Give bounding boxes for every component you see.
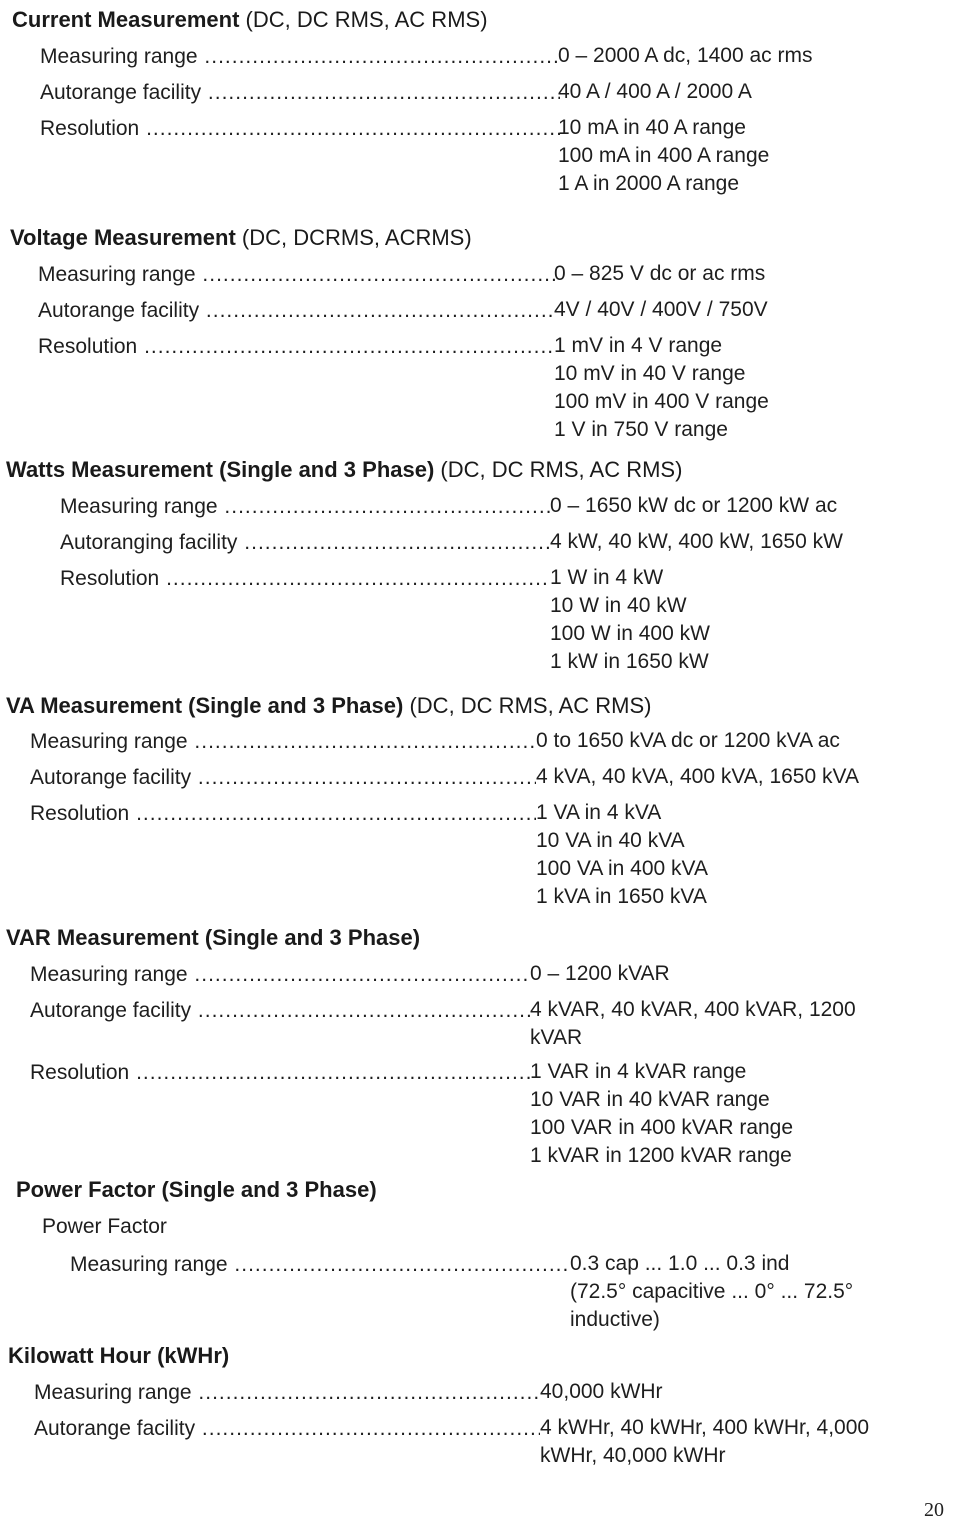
spec-value: 0 – 1650 kW dc or 1200 kW ac [550,494,838,517]
spec-value: 1 mV in 4 V range 10 mV in 40 V range 100 mV in 400 V range 1 V in 750 V range [554,334,769,441]
spec-label: Resolution ..... [38,332,556,362]
section-power-factor-rows [70,1250,940,1331]
spec-label: Measuring range ..... [30,960,530,990]
section-title: Kilowatt Hour (kWHr) [8,1343,230,1368]
section-heading [6,456,682,484]
spec-row [60,528,940,564]
section-power-factor [16,1176,377,1204]
section-kwhr [8,1342,229,1370]
spec-row [30,960,930,996]
section-current [12,6,488,34]
section-var-rows [30,960,930,1167]
section-title: VA Measurement (Single and 3 Phase) [6,693,404,718]
spec-value: 1 VA in 4 kVA 10 VA in 40 kVA 100 VA in 400 kVA 1 kVA in 1650 kVA [536,801,709,908]
spec-row [30,799,930,908]
section-title: Watts Measurement (Single and 3 Phase) [6,457,435,482]
spec-row [38,260,938,296]
section-heading [10,224,472,252]
spec-value: 0 – 2000 A dc, 1400 ac rms [558,44,813,67]
spec-label: Measuring range ..... [34,1378,540,1408]
spec-value: 0 to 1650 kVA dc or 1200 kVA ac [536,729,840,752]
spec-value: 10 mA in 40 A range 100 mA in 400 A range 1 A in 2000 A range [558,116,770,195]
section-heading [6,924,420,952]
spec-value: 40 A / 400 A / 2000 A [558,80,752,103]
spec-label: Measuring range ..... [60,492,550,522]
spec-value: 4 kW, 40 kW, 400 kW, 1650 kW [550,530,843,553]
spec-row [30,727,930,763]
section-qualifier: (DC, DC RMS, AC RMS) [409,693,652,718]
section-title: VAR Measurement (Single and 3 Phase) [6,925,421,950]
spec-row [40,42,940,78]
spec-row [30,996,930,1058]
spec-value: 0 – 1200 kVAR [530,962,670,985]
spec-row [60,564,940,673]
spec-row [30,1058,930,1167]
spec-label: Resolution ..... [30,799,536,829]
spec-row [30,763,930,799]
spec-label: Autorange facility ..... [38,296,556,326]
section-heading [6,692,651,720]
section-watts [6,456,682,484]
section-kwhr-rows [34,1378,934,1467]
spec-label: Resolution ..... [60,564,550,594]
spec-label: Measuring range ..... [70,1250,570,1280]
section-voltage-rows [38,260,938,441]
spec-value: 1 VAR in 4 kVAR range 10 VAR in 40 kVAR range 100 VAR in 400 kVAR range 1 kVAR in 1200 kVAR range [530,1060,794,1167]
section-heading [8,1342,229,1370]
spec-row [38,332,938,441]
spec-value: 4 kVA, 40 kVA, 400 kVA, 1650 kVA [536,765,859,788]
section-current-rows [40,42,940,195]
spec-value: 4V / 40V / 400V / 750V [554,298,768,321]
spec-label: Measuring range ..... [40,42,560,72]
spec-row [34,1378,934,1414]
spec-value: 0.3 cap ... 1.0 ... 0.3 ind (72.5° capacitive ... 0° ... 72.5° inductive) [570,1252,854,1331]
section-va [6,692,651,720]
section-voltage [10,224,472,252]
section-heading [16,1176,377,1204]
spec-label: Resolution ..... [30,1058,530,1088]
spec-label: Measuring range ..... [30,727,536,757]
spec-label: Measuring range ..... [38,260,556,290]
spec-value: 4 kVAR, 40 kVAR, 400 kVAR, 1200 kVAR [530,998,856,1049]
spec-value: 40,000 kWHr [540,1380,663,1403]
power-factor-subheading: Power Factor [42,1215,167,1238]
spec-label: Autoranging facility ..... [60,528,550,558]
section-heading [12,6,488,34]
spec-row [34,1414,934,1467]
spec-row [70,1250,940,1331]
spec-value: 0 – 825 V dc or ac rms [554,262,766,285]
section-var [6,924,420,952]
spec-label: Autorange facility ..... [34,1414,540,1444]
section-va-rows [30,727,930,908]
page-number: 20 [924,1499,944,1521]
spec-row [40,114,940,195]
section-title: Voltage Measurement [10,225,236,250]
spec-label: Autorange facility ..... [30,763,536,793]
spec-value: 1 W in 4 kW 10 W in 40 kW 100 W in 400 kW 1 kW in 1650 kW [550,566,710,673]
spec-label: Autorange facility ..... [30,996,530,1026]
section-qualifier: (DC, DC RMS, AC RMS) [245,7,488,32]
section-qualifier: (DC, DCRMS, ACRMS) [241,225,472,250]
section-watts-rows [60,492,940,673]
spec-row [60,492,940,528]
section-title: Current Measurement [12,7,240,32]
spec-value: 4 kWHr, 40 kWHr, 400 kWHr, 4,000 kWHr, 40,000 kWHr [540,1416,870,1467]
spec-label: Autorange facility ..... [40,78,560,108]
spec-row [40,78,940,114]
spec-label: Resolution ..... [40,114,560,144]
section-qualifier: (DC, DC RMS, AC RMS) [440,457,683,482]
spec-row [38,296,938,332]
section-title: Power Factor (Single and 3 Phase) [16,1177,377,1202]
